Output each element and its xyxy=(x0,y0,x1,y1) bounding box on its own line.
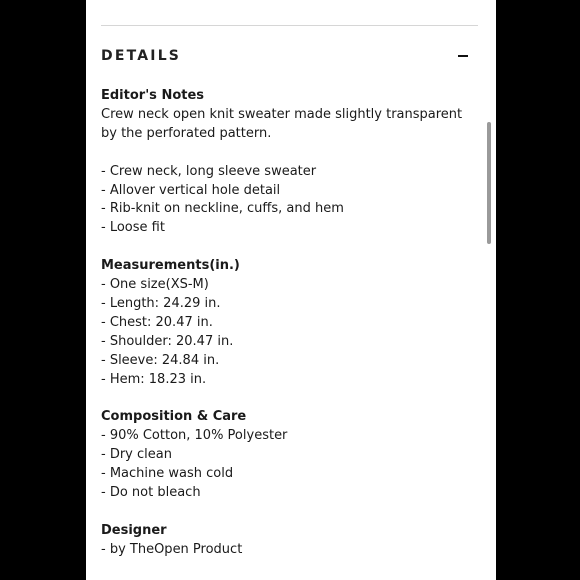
left-letterbox xyxy=(0,0,86,580)
measurement-item: - Length: 24.29 in. xyxy=(101,295,221,311)
details-content xyxy=(101,87,481,560)
spacer xyxy=(101,503,481,522)
measurements-heading: Measurements(in.) xyxy=(101,258,240,274)
section-divider xyxy=(101,25,478,26)
details-panel xyxy=(86,0,496,580)
section-title: DETAILS xyxy=(101,48,182,64)
measurement-item: - Sleeve: 24.84 in. xyxy=(101,352,220,368)
designer-item: - by TheOpen Product xyxy=(101,541,243,557)
composition-item: - Do not bleach xyxy=(101,484,201,500)
editors-notes-bullet: - Rib-knit on neckline, cuffs, and hem xyxy=(101,201,344,217)
editors-notes-bullet: - Crew neck, long sleeve sweater xyxy=(101,163,317,179)
composition-item: - Dry clean xyxy=(101,447,172,463)
composition-heading: Composition & Care xyxy=(101,409,247,425)
minus-icon xyxy=(458,55,468,57)
measurement-item: - Shoulder: 20.47 in. xyxy=(101,333,234,349)
editors-notes-description: Crew neck open knit sweater made slightly transparent by the perforated pattern. xyxy=(101,106,463,141)
scrollbar-thumb[interactable] xyxy=(487,122,491,244)
composition-item: - 90% Cotton, 10% Polyester xyxy=(101,428,288,444)
editors-notes-bullet: - Loose fit xyxy=(101,220,165,236)
editors-notes-heading: Editor's Notes xyxy=(101,88,205,103)
spacer xyxy=(101,389,481,408)
measurement-item: - One size(XS-M) xyxy=(101,277,209,293)
details-section-header[interactable] xyxy=(101,46,478,68)
collapse-button[interactable] xyxy=(456,46,472,66)
editors-notes-bullet: - Allover vertical hole detail xyxy=(101,182,281,198)
designer-heading: Designer xyxy=(101,522,167,538)
spacer xyxy=(101,238,481,257)
right-letterbox xyxy=(496,0,580,580)
composition-item: - Machine wash cold xyxy=(101,466,234,482)
measurement-item: - Chest: 20.47 in. xyxy=(101,314,213,330)
measurement-item: - Hem: 18.23 in. xyxy=(101,371,207,387)
spacer xyxy=(101,144,481,163)
